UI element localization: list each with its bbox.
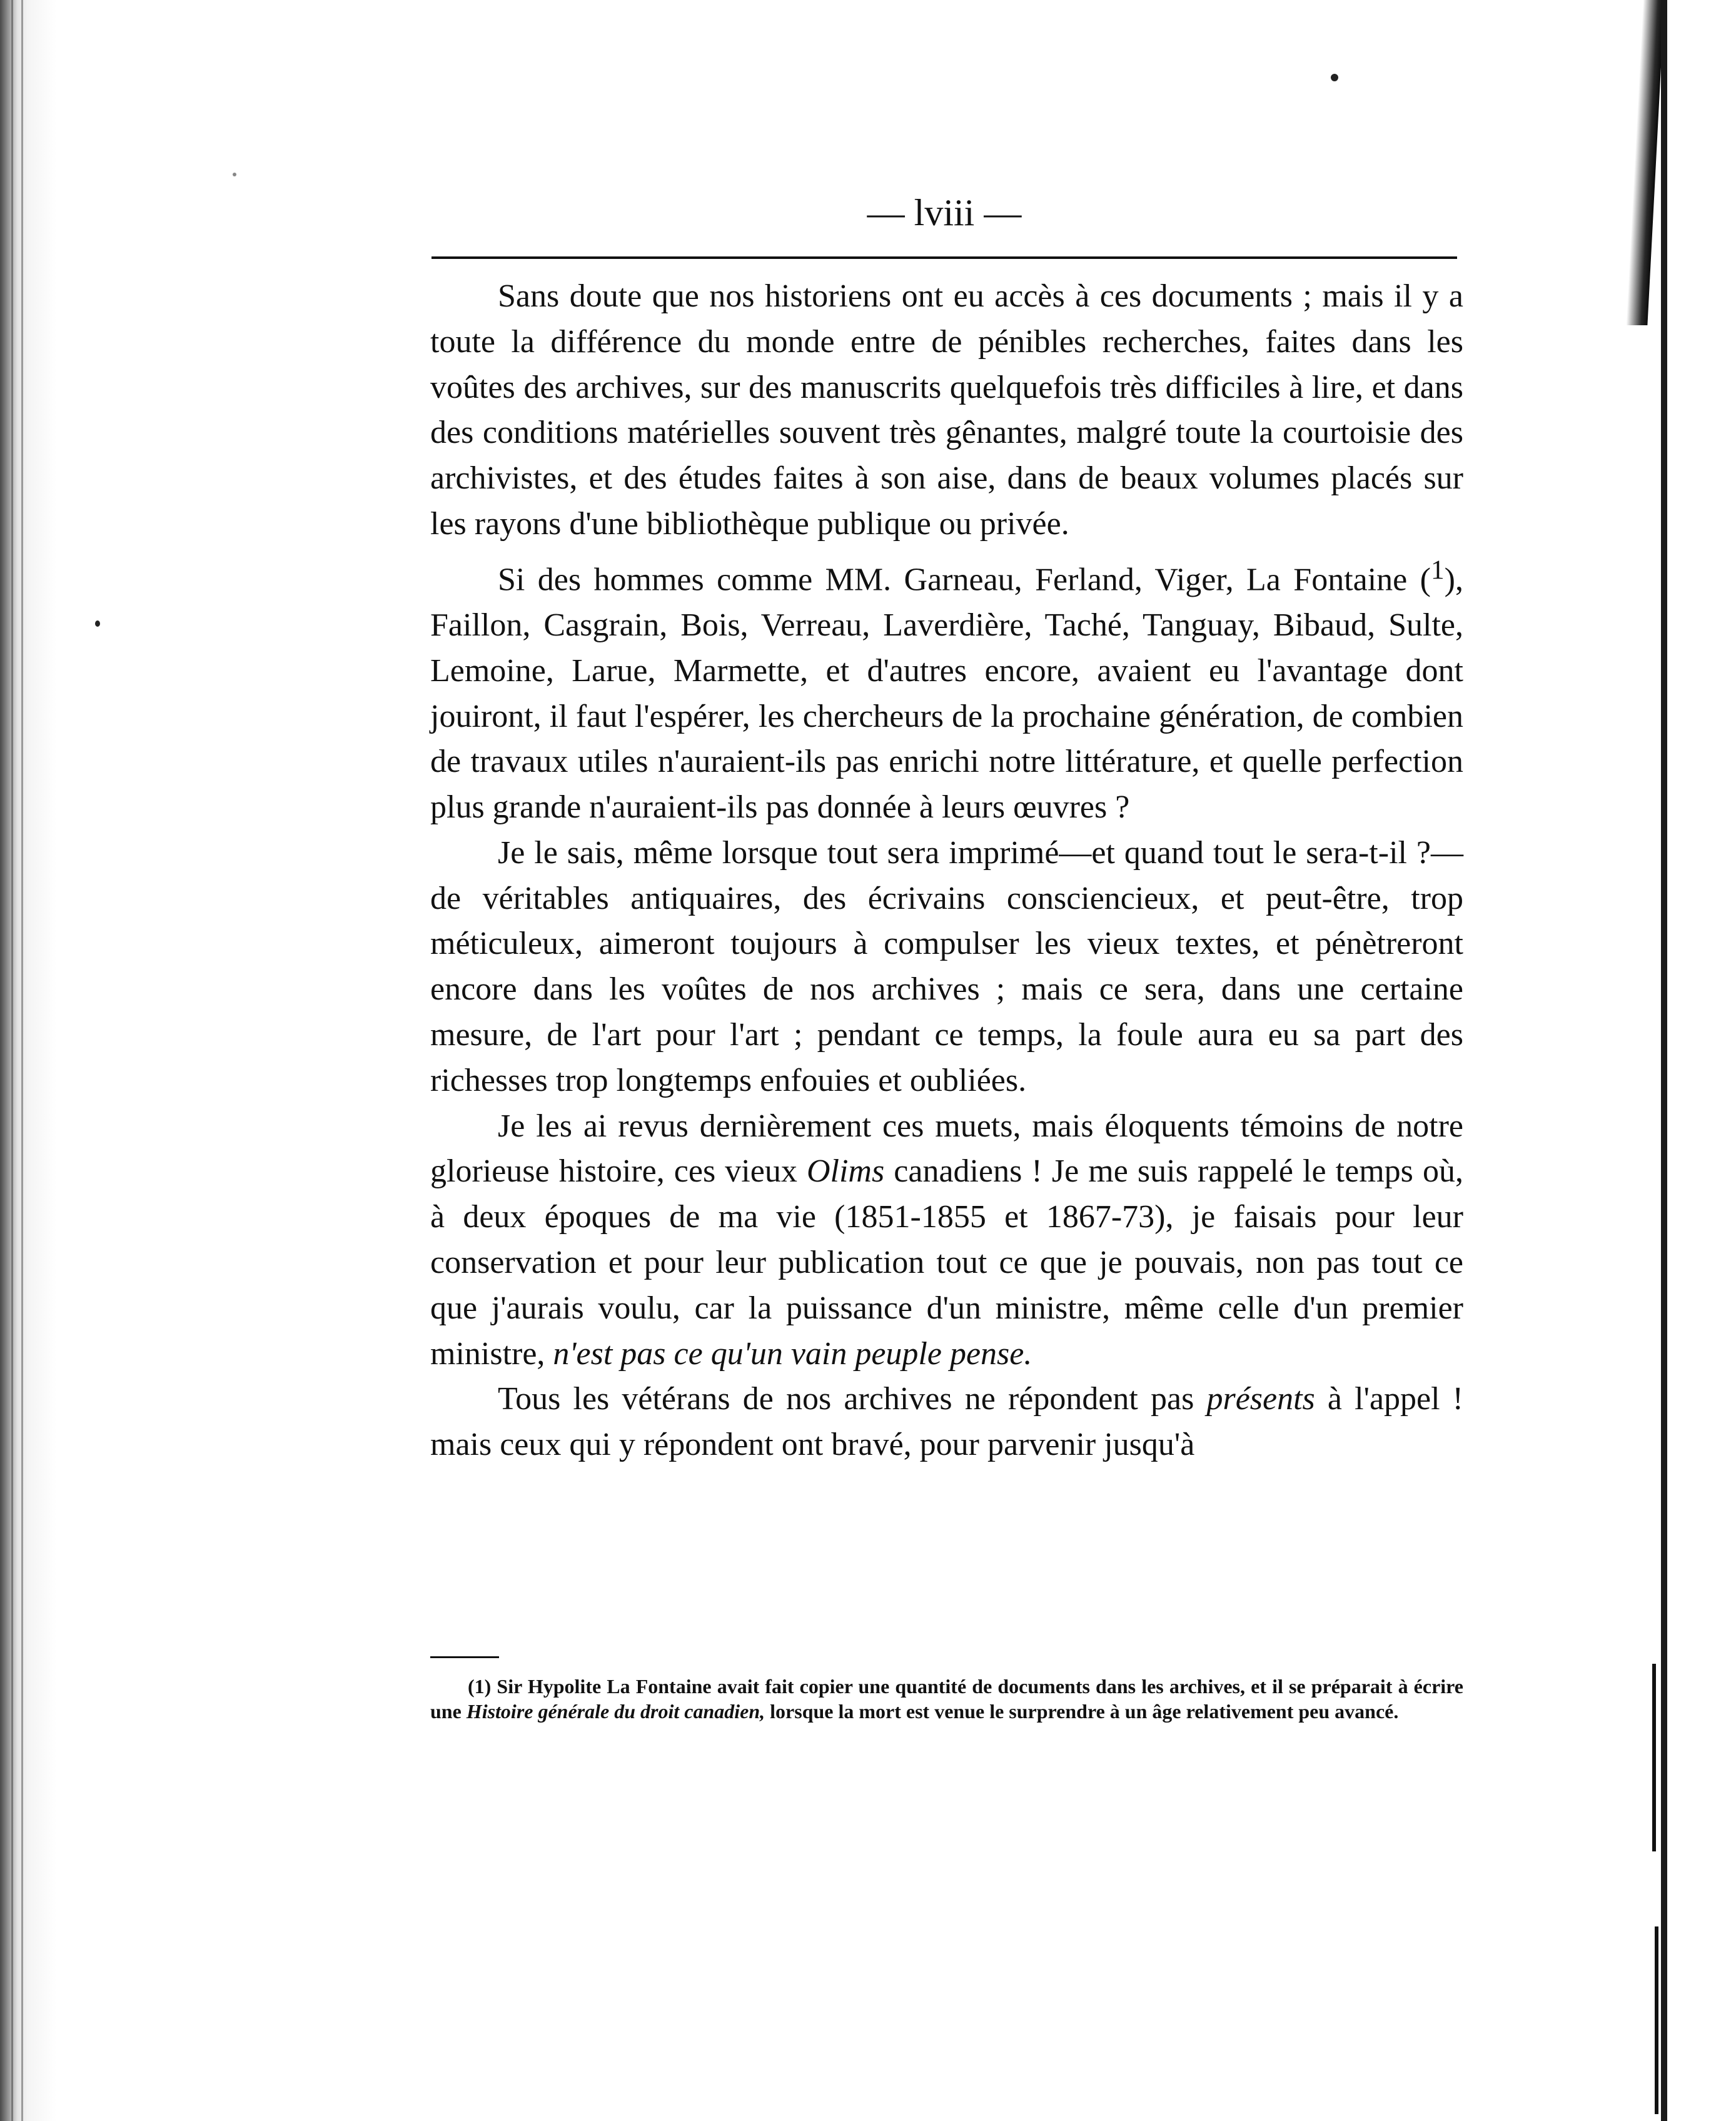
- text-run: à l'appel ! mais ceux qui y répondent ont bravé, pour parvenir jusqu'à: [430, 1381, 1463, 1463]
- text-run: Je les ai revus dernièrement ces muets, mais éloquents témoins de notre glorieuse histoire, ces vieux: [430, 1108, 1463, 1190]
- scan-edge-bar: [1661, 0, 1667, 2121]
- body-text: [430, 274, 1463, 1468]
- scan-page-flap: [1626, 0, 1664, 325]
- scan-speck: [233, 173, 236, 176]
- scan-edge-mark: [1652, 1664, 1656, 1851]
- scan-edge-line: [21, 0, 23, 2121]
- page-number-header: — lviii —: [867, 192, 1022, 233]
- header-rule: [431, 256, 1457, 259]
- body-paragraph: [430, 547, 1463, 831]
- text-run: ), Faillon, Casgrain, Bois, Verreau, Laverdière, Taché, Tanguay, Bibaud, Sulte, Lemoine, Larue, Marmette, et d'autres encore, avaient eu l'avantage dont jouiront, il faut l'espérer, les chercheurs de la prochaine génération, de combien de travaux utiles n'auraient-ils pas enrichi notre littérature, et quelle perfection plus grande n'auraient-ils pas donnée à leurs œuvres ?: [430, 562, 1463, 826]
- footnotes: [430, 1674, 1463, 1724]
- footnote-marker: 1: [1431, 554, 1445, 585]
- scan-edge-line: [11, 0, 13, 2121]
- scan-right-edge: [1630, 0, 1736, 2121]
- text-run: Sans doute que nos historiens ont eu accès à ces documents ; mais il y a toute la différence du monde entre de pénibles recherches, faites dans les voûtes des archives, sur des manuscrits quelquefois très difficiles à lire, et dans des conditions matérielles souvent très gênantes, malgré toute la courtoisie des archivistes, et des études faites à son aise, dans de beaux volumes placés sur les rayons d'une bibliothèque publique ou privée.: [430, 278, 1463, 542]
- scan-left-edge: [0, 0, 56, 2121]
- italic-text: Olims: [806, 1153, 885, 1190]
- text-run: Si des hommes comme MM. Garneau, Ferland, Viger, La Fontaine (: [498, 562, 1431, 598]
- italic-text: Histoire générale du droit canadien,: [466, 1700, 765, 1723]
- scan-edge-mark: [1655, 1926, 1658, 2114]
- scan-speck: [95, 620, 100, 627]
- body-paragraph: [430, 831, 1463, 1104]
- body-paragraph: [430, 274, 1463, 547]
- text-run: lorsque la mort est venue le surprendre à un âge relativement peu avancé.: [765, 1700, 1399, 1723]
- italic-text: n'est pas ce qu'un vain peuple pense.: [553, 1335, 1032, 1372]
- italic-text: présents: [1206, 1381, 1315, 1417]
- body-paragraph: [430, 1377, 1463, 1468]
- text-run: (1) Sir Hypolite La Fontaine avait fait copier une quantité de documents dans les archives, et il se préparait à écrire une: [430, 1675, 1463, 1723]
- text-run: canadiens ! Je me suis rappelé le temps où, à deux époques de ma vie (1851-1855 et 1867-73), je faisais pour leur conservation et pour leur publication tout ce que je pouvais, non pas tout ce que j'aurais voulu, car la puissance d'un ministre, même celle d'un premier ministre,: [430, 1153, 1464, 1372]
- scan-speck: [1331, 74, 1338, 81]
- text-run: Je le sais, même lorsque tout sera imprimé—et quand tout le sera-t-il ?—de véritables antiquaires, des écrivains consciencieux, et peut-être, trop méticuleux, aimeront toujours à compulser les vieux textes, et pénètreront encore dans les voûtes de nos archives ; mais ce sera, dans une certaine mesure, de l'art pour l'art ; pendant ce temps, la foule aura eu sa part des richesses trop longtemps enfouies et oubliées.: [430, 834, 1463, 1098]
- text-run: Tous les vétérans de nos archives ne répondent pas: [498, 1381, 1207, 1417]
- footnote-rule: [430, 1656, 499, 1658]
- footnote-paragraph: [430, 1674, 1463, 1724]
- body-paragraph: [430, 1104, 1463, 1377]
